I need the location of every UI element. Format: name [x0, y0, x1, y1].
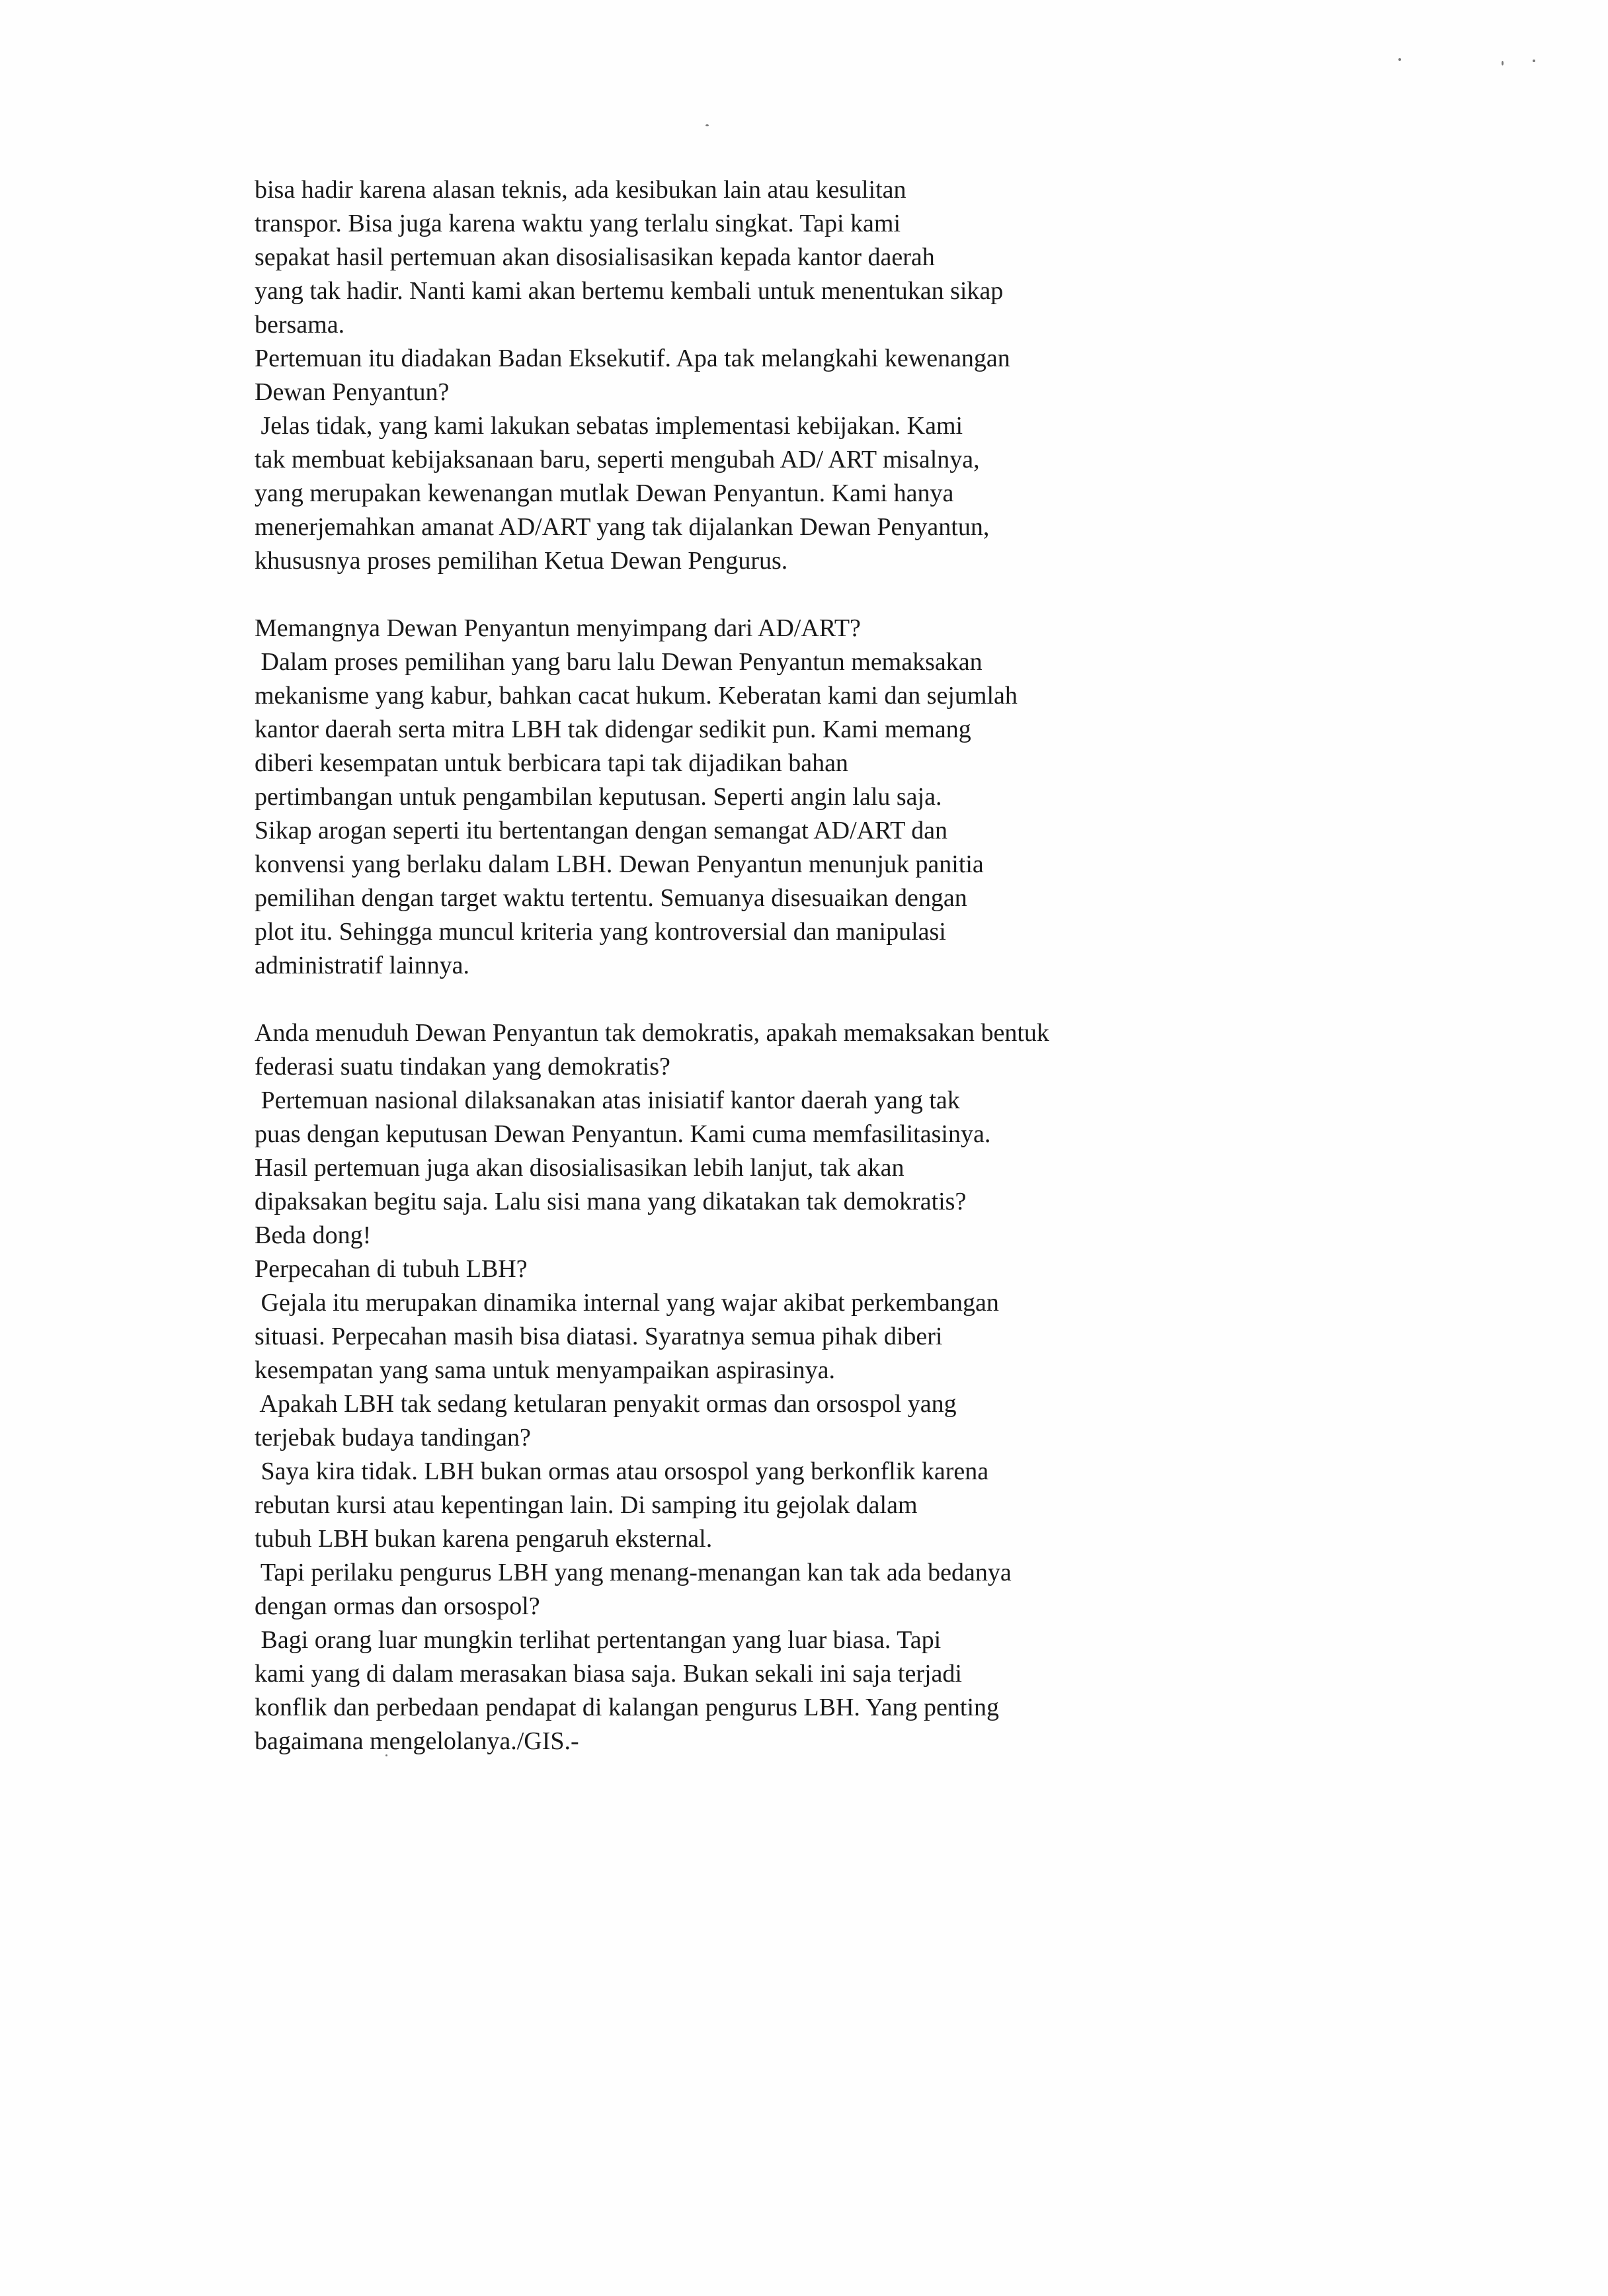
text-line: kami yang di dalam merasakan biasa saja. Bukan sekali ini saja terjadi	[255, 1660, 962, 1688]
scan-speck	[1502, 61, 1504, 65]
text-line: Bagi orang luar mungkin terlihat pertentangan yang luar biasa. Tapi	[255, 1626, 942, 1654]
paragraph-gap	[255, 983, 1511, 1016]
text-line: Gejala itu merupakan dinamika internal yang wajar akibat perkembangan	[255, 1289, 999, 1317]
scan-speck	[1533, 60, 1535, 62]
text-line: yang tak hadir. Nanti kami akan bertemu kembali untuk menentukan sikap	[255, 277, 1004, 305]
text-line: diberi kesempatan untuk berbicara tapi tak dijadikan bahan	[255, 749, 848, 777]
text-line: Jelas tidak, yang kami lakukan sebatas implementasi kebijakan. Kami	[255, 412, 963, 440]
scan-speck	[705, 124, 709, 126]
text-line: Pertemuan nasional dilaksanakan atas inisiatif kantor daerah yang tak	[255, 1086, 960, 1114]
question-line: Anda menuduh Dewan Penyantun tak demokratis, apakah memaksakan bentuk	[255, 1019, 1049, 1047]
text-line: konvensi yang berlaku dalam LBH. Dewan Penyantun menunjuk panitia	[255, 850, 984, 878]
text-line: konflik dan perbedaan pendapat di kalangan pengurus LBH. Yang penting	[255, 1694, 1000, 1721]
text-line: bisa hadir karena alasan teknis, ada kesibukan lain atau kesulitan	[255, 176, 906, 204]
text-line: kesempatan yang sama untuk menyampaikan aspirasinya.	[255, 1356, 835, 1384]
text-line: transpor. Bisa juga karena waktu yang terlalu singkat. Tapi kami	[255, 210, 901, 237]
question-line: Dewan Penyantun?	[255, 378, 450, 406]
scan-speck	[1398, 58, 1401, 61]
question-line: dengan ormas dan orsospol?	[255, 1592, 540, 1620]
text-line: puas dengan keputusan Dewan Penyantun. Kami cuma memfasilitasinya.	[255, 1120, 991, 1148]
question-line: Pertemuan itu diadakan Badan Eksekutif. Apa tak melangkahi kewenangan	[255, 345, 1010, 372]
text-line: rebutan kursi atau kepentingan lain. Di samping itu gejolak dalam	[255, 1491, 918, 1519]
text-line: Beda dong!	[255, 1221, 372, 1249]
text-line: bersama.	[255, 311, 345, 339]
text-line: kantor daerah serta mitra LBH tak didengar sedikit pun. Kami memang	[255, 716, 971, 743]
question-line: Perpecahan di tubuh LBH?	[255, 1255, 528, 1283]
article-body	[255, 173, 1511, 1758]
text-line: administratif lainnya.	[255, 952, 470, 979]
text-line: pertimbangan untuk pengambilan keputusan. Seperti angin lalu saja.	[255, 783, 942, 811]
text-line: Dalam proses pemilihan yang baru lalu Dewan Penyantun memaksakan	[255, 648, 983, 676]
question-line: Tapi perilaku pengurus LBH yang menang-menangan kan tak ada bedanya	[255, 1559, 1012, 1586]
text-line: yang merupakan kewenangan mutlak Dewan Penyantun. Kami hanya	[255, 479, 954, 507]
text-line: Saya kira tidak. LBH bukan ormas atau orsospol yang berkonflik karena	[255, 1457, 989, 1485]
text-line: sepakat hasil pertemuan akan disosialisasikan kepada kantor daerah	[255, 243, 935, 271]
text-line: dipaksakan begitu saja. Lalu sisi mana yang dikatakan tak demokratis?	[255, 1188, 967, 1215]
paragraph-gap	[255, 578, 1511, 612]
text-line: khususnya proses pemilihan Ketua Dewan Pengurus.	[255, 547, 788, 575]
question-line: Apakah LBH tak sedang ketularan penyakit ormas dan orsospol yang	[255, 1390, 957, 1418]
text-line: pemilihan dengan target waktu tertentu. Semuanya disesuaikan dengan	[255, 884, 967, 912]
question-line: Memangnya Dewan Penyantun menyimpang dari AD/ART?	[255, 614, 861, 642]
text-line: tubuh LBH bukan karena pengaruh eksternal.	[255, 1525, 713, 1553]
text-line: menerjemahkan amanat AD/ART yang tak dijalankan Dewan Penyantun,	[255, 513, 990, 541]
text-line: Sikap arogan seperti itu bertentangan dengan semangat AD/ART dan	[255, 817, 948, 844]
text-line: mekanisme yang kabur, bahkan cacat hukum. Keberatan kami dan sejumlah	[255, 682, 1018, 710]
text-line: tak membuat kebijaksanaan baru, seperti mengubah AD/ ART misalnya,	[255, 446, 980, 473]
text-line: plot itu. Sehingga muncul kriteria yang kontroversial dan manipulasi	[255, 918, 946, 946]
question-line: terjebak budaya tandingan?	[255, 1424, 531, 1452]
text-line: bagaimana mengelolanya./GIS.-	[255, 1727, 579, 1755]
question-line: federasi suatu tindakan yang demokratis?	[255, 1053, 670, 1081]
text-line: Hasil pertemuan juga akan disosialisasikan lebih lanjut, tak akan	[255, 1154, 904, 1182]
text-line: situasi. Perpecahan masih bisa diatasi. Syaratnya semua pihak diberi	[255, 1323, 943, 1350]
